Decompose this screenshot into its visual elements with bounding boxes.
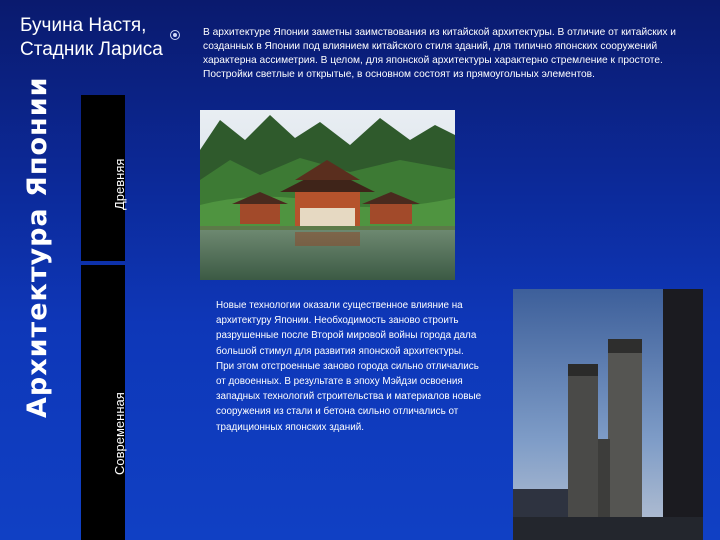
ancient-text: В архитектуре Японии заметны заимствования из китайской архитектуры. В отличие от китайских и созданных в Японии под влиянием китайского стиля зданий, для типично японских сооружений характерна ассиметрия. В целом, для японской архитектуры характерно стремление к простоте. Постройки светлые и открытые, в основном состоят из прямоугольных элементов. [203,27,676,80]
label-modern: Современная [112,392,127,475]
author-line-2: Стадник Лариса [20,39,163,60]
bullet-icon [170,30,180,40]
authors [20,14,163,62]
modern-text: Новые технологии оказали существенное влияние на архитектуру Японии. Необходимость заново строить разрушенные после Второй мировой войны города дала большой стимул для развития японской архитектуры. При этом отстроенные заново города сильно отличались от довоенных. В результате в эпоху Мэйдзи освоения западных технологий строительства и материалов новые сооружения из стали и бетона сильно отличались от традиционных японских зданий. [216,300,482,433]
tokyo-buildings-photo [513,289,703,540]
temple-photo [200,110,455,280]
slide-title: Архитектура Японии [22,76,53,418]
author-line-1: Бучина Настя, [20,15,147,36]
label-ancient: Древняя [112,158,127,210]
